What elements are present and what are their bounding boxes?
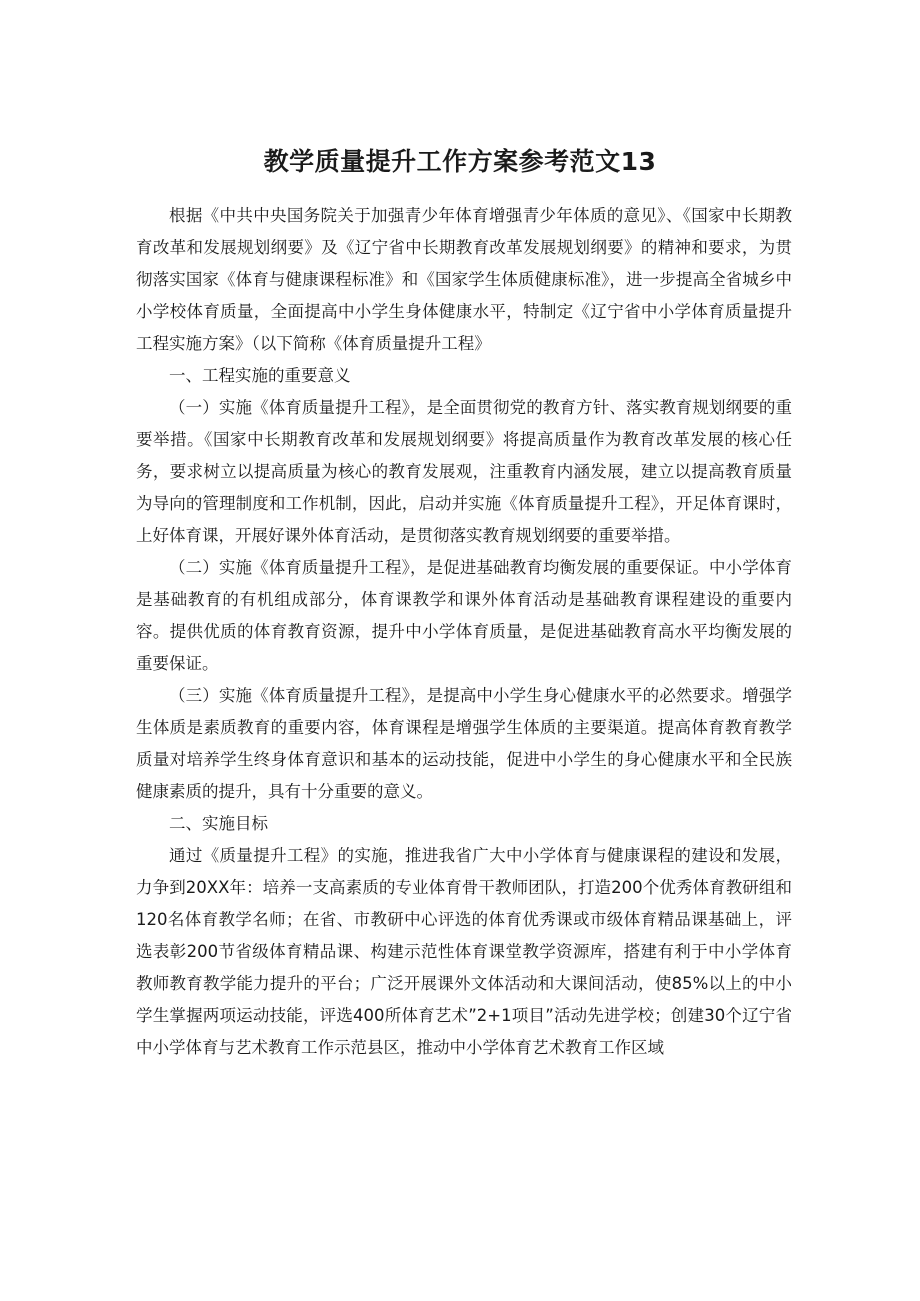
section-heading-goals: 二、实施目标 xyxy=(169,814,268,833)
section-heading-significance: 一、工程实施的重要意义 xyxy=(169,366,351,385)
body-paragraph: 通过《质量提升工程》的实施，推进我省广大中小学体育与健康课程的建设和发展，力争到20XX年：培养一支高素质的专业体育骨干教师团队，打造200个优秀体育教研组和120名体育教学名师；在省、市教研中心评选的体育优秀课或市级体育精品课基础上，评选表彰200节省级体育精品课、构建示范性体育课堂教学资源库，搭建有利于中小学体育教师教育教学能力提升的平台；广泛开展课外文体活动和大课间活动，使85%以上的中小学生掌握两项运动技能，评选400所体育艺术”2+1项目”活动先进学校；创建30个辽宁省中小学体育与艺术教育工作示范县区，推动中小学体育艺术教育工作区域 xyxy=(136,846,792,1057)
intro-paragraph: 根据《中共中央国务院关于加强青少年体育增强青少年体质的意见》、《国家中长期教育改革和发展规划纲要》及《辽宁省中长期教育改革发展规划纲要》的精神和要求，为贯彻落实国家《体育与健康课程标准》和《国家学生体质健康标准》，进一步提高全省城乡中小学校体育质量，全面提高中小学生身体健康水平，特制定《辽宁省中小学体育质量提升工程实施方案》（以下简称《体育质量提升工程》 xyxy=(136,206,792,353)
body-paragraph: （二）实施《体育质量提升工程》，是促进基础教育均衡发展的重要保证。中小学体育是基础教育的有机组成部分，体育课教学和课外体育活动是基础教育课程建设的重要内容。提供优质的体育教育资源，提升中小学体育质量，是促进基础教育高水平均衡发展的重要保证。 xyxy=(136,558,792,673)
body-paragraph: （一）实施《体育质量提升工程》，是全面贯彻党的教育方针、落实教育规划纲要的重要举措。《国家中长期教育改革和发展规划纲要》将提高质量作为教育改革发展的核心任务，要求树立以提高质量为核心的教育发展观，注重教育内涵发展，建立以提高教育质量为导向的管理制度和工作机制，因此，启动并实施《体育质量提升工程》，开足体育课时，上好体育课，开展好课外体育活动，是贯彻落实教育规划纲要的重要举措。 xyxy=(136,398,792,545)
body-paragraph: （三）实施《体育质量提升工程》，是提高中小学生身心健康水平的必然要求。增强学生体质是素质教育的重要内容，体育课程是增强学生体质的主要渠道。提高体育教育教学质量对培养学生终身体育意识和基本的运动技能，促进中小学生的身心健康水平和全民族健康素质的提升，具有十分重要的意义。 xyxy=(136,686,792,801)
document-body xyxy=(136,200,792,1064)
document-title: 教学质量提升工作方案参考范文13 xyxy=(263,147,657,176)
